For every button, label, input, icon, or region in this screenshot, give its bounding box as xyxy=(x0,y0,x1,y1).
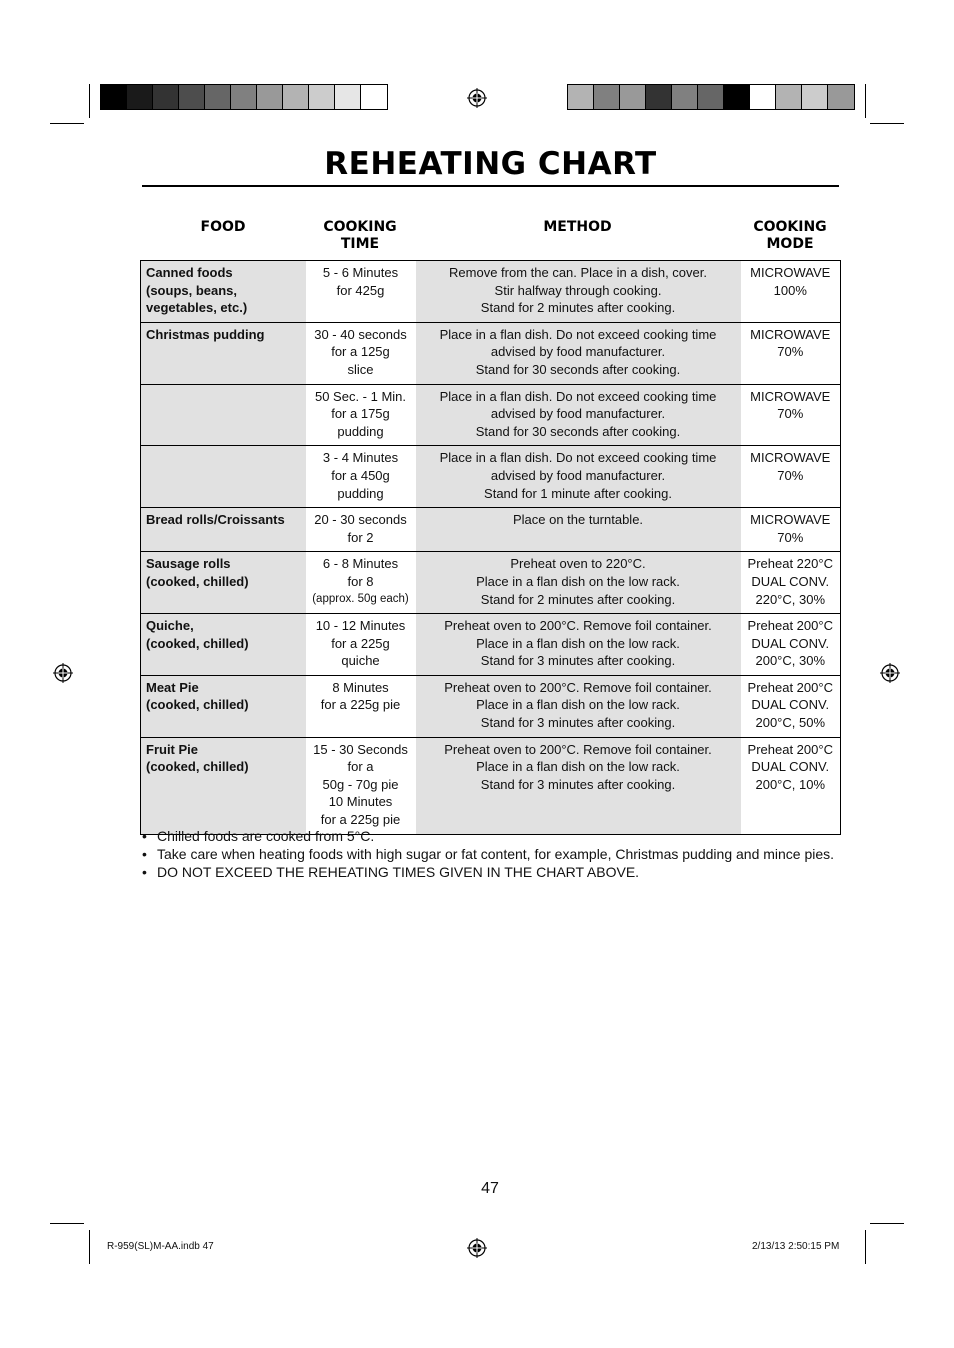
footer-file-info: R-959(SL)M-AA.indb 47 xyxy=(107,1241,214,1252)
cell-line: (cooked, chilled) xyxy=(146,573,249,589)
cooking-time-cell xyxy=(306,322,416,384)
cooking-mode-cell xyxy=(741,614,841,676)
cell-line: Fruit Pie xyxy=(146,741,199,757)
header-line: COOKING xyxy=(323,219,397,235)
header-line: COOKING xyxy=(753,219,827,235)
cooking-mode-cell xyxy=(741,737,841,834)
crop-mark xyxy=(865,84,866,118)
registration-mark-icon xyxy=(53,663,73,683)
color-swatch xyxy=(127,85,153,109)
cell-line: DUAL CONV. xyxy=(751,759,830,775)
crop-mark xyxy=(50,123,84,124)
cell-line: advised by food manufacturer. xyxy=(490,406,666,422)
cell-line: Preheat oven to 200°C. Remove foil container. xyxy=(444,741,712,757)
cell-line: Stir halfway through cooking. xyxy=(494,282,662,298)
note-text: DO NOT EXCEED THE REHEATING TIMES GIVEN IN THE CHART ABOVE. xyxy=(157,864,640,881)
color-calibration-bar-left xyxy=(100,84,388,110)
cell-line: pudding xyxy=(337,423,384,439)
header-line: MODE xyxy=(766,236,814,252)
cell-line: Preheat 200°C xyxy=(747,679,833,695)
table-body xyxy=(141,261,841,835)
cell-line: Preheat 200°C xyxy=(747,741,833,757)
cell-line: Remove from the can. Place in a dish, cover. xyxy=(449,265,707,280)
cell-line: Preheat oven to 200°C. Remove foil container. xyxy=(444,679,712,695)
method-cell xyxy=(416,614,741,676)
cell-line: MICROWAVE xyxy=(750,512,831,528)
cooking-time-cell xyxy=(306,675,416,737)
cell-line: (cooked, chilled) xyxy=(146,697,249,713)
bullet-icon: • xyxy=(142,828,147,844)
method-cell xyxy=(416,675,741,737)
color-swatch xyxy=(309,85,335,109)
header-line: METHOD xyxy=(543,219,612,235)
color-swatch xyxy=(231,85,257,109)
cell-line: DUAL CONV. xyxy=(751,635,830,651)
cell-line: 10 - 12 Minutes xyxy=(315,618,406,634)
color-swatch xyxy=(283,85,309,109)
cell-line: DUAL CONV. xyxy=(751,573,830,589)
color-swatch xyxy=(646,85,672,109)
header-line: TIME xyxy=(340,236,380,252)
column-header-food xyxy=(142,219,304,236)
cell-line: Place on the turntable. xyxy=(512,512,644,528)
cell-line: 70% xyxy=(777,344,804,360)
crop-mark xyxy=(865,1230,866,1264)
list-item xyxy=(142,863,852,881)
method-cell xyxy=(416,508,741,552)
cell-line: 20 - 30 seconds xyxy=(314,512,407,528)
list-item xyxy=(142,845,852,863)
cell-line: 8 Minutes xyxy=(332,679,389,695)
cooking-time-cell xyxy=(306,614,416,676)
column-header-method xyxy=(415,219,740,236)
method-cell xyxy=(416,737,741,834)
cooking-mode-cell xyxy=(741,552,841,614)
cell-line: 50g - 70g pie xyxy=(322,776,399,792)
cell-line: 200°C, 50% xyxy=(755,715,826,731)
cell-line: vegetables, etc.) xyxy=(146,300,248,316)
color-swatch xyxy=(205,85,231,109)
cooking-mode-cell xyxy=(741,675,841,737)
cell-line: (cooked, chilled) xyxy=(146,759,249,775)
food-cell xyxy=(141,552,306,614)
method-cell xyxy=(416,322,741,384)
header-line: FOOD xyxy=(200,219,246,235)
crop-mark xyxy=(50,1223,84,1224)
cell-line: Canned foods xyxy=(146,265,233,280)
cell-line: Sausage rolls xyxy=(146,556,231,572)
cell-line: 70% xyxy=(777,406,804,422)
page-title: REHEATING CHART xyxy=(324,146,657,182)
cell-line: for 425g xyxy=(336,282,385,298)
table-row xyxy=(141,675,841,737)
cell-line: 15 - 30 Seconds xyxy=(313,741,408,757)
cell-line: (cooked, chilled) xyxy=(146,635,249,651)
color-swatch xyxy=(620,85,646,109)
cell-line: Meat Pie xyxy=(146,679,199,695)
cell-line: for 8 xyxy=(347,573,374,589)
cell-line: Place in a flan dish. Do not exceed cooking time xyxy=(439,326,717,342)
title-underline xyxy=(142,185,839,187)
cell-line: Quiche, xyxy=(146,618,194,634)
cooking-mode-cell xyxy=(741,508,841,552)
cell-line: advised by food manufacturer. xyxy=(490,344,666,360)
color-swatch xyxy=(361,85,387,109)
color-swatch xyxy=(179,85,205,109)
crop-mark xyxy=(870,1223,904,1224)
cell-line: (approx. 50g each) xyxy=(312,592,409,605)
cell-line: for a 125g xyxy=(331,344,390,360)
color-swatch xyxy=(257,85,283,109)
food-cell xyxy=(141,508,306,552)
cell-line: slice xyxy=(347,361,374,377)
method-cell xyxy=(416,384,741,446)
color-swatch xyxy=(724,85,750,109)
table-row xyxy=(141,384,841,446)
cooking-mode-cell xyxy=(741,384,841,446)
cooking-time-cell xyxy=(306,261,416,323)
cell-line: Stand for 1 minute after cooking. xyxy=(484,485,672,501)
cell-line: 200°C, 30% xyxy=(755,653,826,669)
color-swatch xyxy=(672,85,698,109)
method-cell xyxy=(416,552,741,614)
table-row xyxy=(141,446,841,508)
cooking-time-cell xyxy=(306,384,416,446)
food-cell xyxy=(141,614,306,676)
cell-line: Place in a flan dish. Do not exceed cooking time xyxy=(439,450,717,466)
cell-line: 3 - 4 Minutes xyxy=(322,450,399,466)
column-header-cooking-mode xyxy=(740,219,840,253)
column-header-cooking-time xyxy=(305,219,415,253)
cell-line: for a 225g pie xyxy=(320,812,401,828)
color-calibration-bar-right xyxy=(567,84,855,110)
cell-line: Preheat 220°C xyxy=(747,556,833,572)
cell-line: Place in a flan dish on the low rack. xyxy=(476,573,680,589)
food-cell xyxy=(141,446,306,508)
registration-mark-icon xyxy=(467,1238,487,1258)
cell-line: Stand for 3 minutes after cooking. xyxy=(480,653,676,669)
footer-timestamp: 2/13/13 2:50:15 PM xyxy=(752,1241,840,1252)
food-cell xyxy=(141,261,306,323)
cell-line: for a 450g xyxy=(331,467,390,483)
cell-line: 10 Minutes xyxy=(328,794,393,810)
color-swatch xyxy=(594,85,620,109)
cell-line: quiche xyxy=(341,653,380,669)
cell-line: for 2 xyxy=(347,529,374,545)
cell-line: (soups, beans, xyxy=(146,282,238,298)
cooking-mode-cell xyxy=(741,322,841,384)
cell-line: for a 225g pie xyxy=(320,697,401,713)
crop-mark xyxy=(89,84,90,118)
cell-line: advised by food manufacturer. xyxy=(490,467,666,483)
cell-line: MICROWAVE xyxy=(750,265,831,280)
cell-line: 100% xyxy=(773,282,807,298)
crop-mark xyxy=(89,1230,90,1264)
cell-line: MICROWAVE xyxy=(750,388,831,404)
color-swatch xyxy=(776,85,802,109)
cell-line: Preheat 200°C xyxy=(747,618,833,634)
bullet-icon: • xyxy=(142,864,147,881)
cell-line: Stand for 30 seconds after cooking. xyxy=(475,423,681,439)
cell-line: Place in a flan dish on the low rack. xyxy=(476,635,680,651)
color-swatch xyxy=(802,85,828,109)
table-row xyxy=(141,737,841,834)
table-row xyxy=(141,508,841,552)
cell-line: MICROWAVE xyxy=(750,326,831,342)
method-cell xyxy=(416,446,741,508)
food-cell xyxy=(141,737,306,834)
bullet-icon: • xyxy=(142,846,147,863)
registration-mark-icon xyxy=(880,663,900,683)
cooking-time-cell xyxy=(306,446,416,508)
note-text: Chilled foods are cooked from 5°C. xyxy=(157,828,375,844)
cell-line: Place in a flan dish. Do not exceed cooking time xyxy=(439,388,717,404)
table-row xyxy=(141,322,841,384)
cell-line: for a xyxy=(347,759,374,775)
cooking-time-cell xyxy=(306,552,416,614)
reheating-table xyxy=(140,260,841,835)
cell-line: 6 - 8 Minutes xyxy=(322,556,399,572)
food-cell xyxy=(141,384,306,446)
cooking-time-cell xyxy=(306,737,416,834)
cell-line: Stand for 2 minutes after cooking. xyxy=(480,300,676,316)
registration-mark-icon xyxy=(467,88,487,108)
note-text: Take care when heating foods with high sugar or fat content, for example, Christmas pudding and mince pies. xyxy=(157,846,835,863)
cell-line: 70% xyxy=(777,529,804,545)
cell-line: Stand for 30 seconds after cooking. xyxy=(475,361,681,377)
cell-line: pudding xyxy=(337,485,384,501)
cell-line: Christmas pudding xyxy=(146,326,265,342)
cell-line: 5 - 6 Minutes xyxy=(322,265,399,280)
cooking-mode-cell xyxy=(741,261,841,323)
cell-line: 220°C, 30% xyxy=(755,591,826,607)
crop-mark xyxy=(870,123,904,124)
cooking-mode-cell xyxy=(741,446,841,508)
cell-line: Stand for 3 minutes after cooking. xyxy=(480,776,676,792)
method-cell xyxy=(416,261,741,323)
cooking-time-cell xyxy=(306,508,416,552)
cell-line: Stand for 3 minutes after cooking. xyxy=(480,715,676,731)
cell-line: Stand for 2 minutes after cooking. xyxy=(480,591,676,607)
cell-line: Preheat oven to 200°C. Remove foil container. xyxy=(444,618,712,634)
color-swatch xyxy=(828,85,854,109)
color-swatch xyxy=(750,85,776,109)
cell-line: Preheat oven to 220°C. xyxy=(510,556,646,572)
color-swatch xyxy=(101,85,127,109)
color-swatch xyxy=(568,85,594,109)
cell-line: Bread rolls/Croissants xyxy=(146,512,285,528)
cell-line: Place in a flan dish on the low rack. xyxy=(476,697,680,713)
cell-line: for a 225g xyxy=(331,635,390,651)
table-row xyxy=(141,552,841,614)
cell-line: MICROWAVE xyxy=(750,450,831,466)
cell-line: 30 - 40 seconds xyxy=(314,326,407,342)
color-swatch xyxy=(335,85,361,109)
cell-line: for a 175g xyxy=(331,406,390,422)
list-item xyxy=(142,827,852,845)
food-cell xyxy=(141,322,306,384)
food-cell xyxy=(141,675,306,737)
cell-line: Place in a flan dish on the low rack. xyxy=(476,759,680,775)
notes-list xyxy=(142,827,852,882)
table-row xyxy=(141,614,841,676)
color-swatch xyxy=(153,85,179,109)
table-row xyxy=(141,261,841,323)
cell-line: 200°C, 10% xyxy=(755,776,826,792)
cell-line: DUAL CONV. xyxy=(751,697,830,713)
cell-line: 50 Sec. - 1 Min. xyxy=(314,388,407,404)
color-swatch xyxy=(698,85,724,109)
cell-line: 70% xyxy=(777,467,804,483)
page-number: 47 xyxy=(481,1180,499,1197)
